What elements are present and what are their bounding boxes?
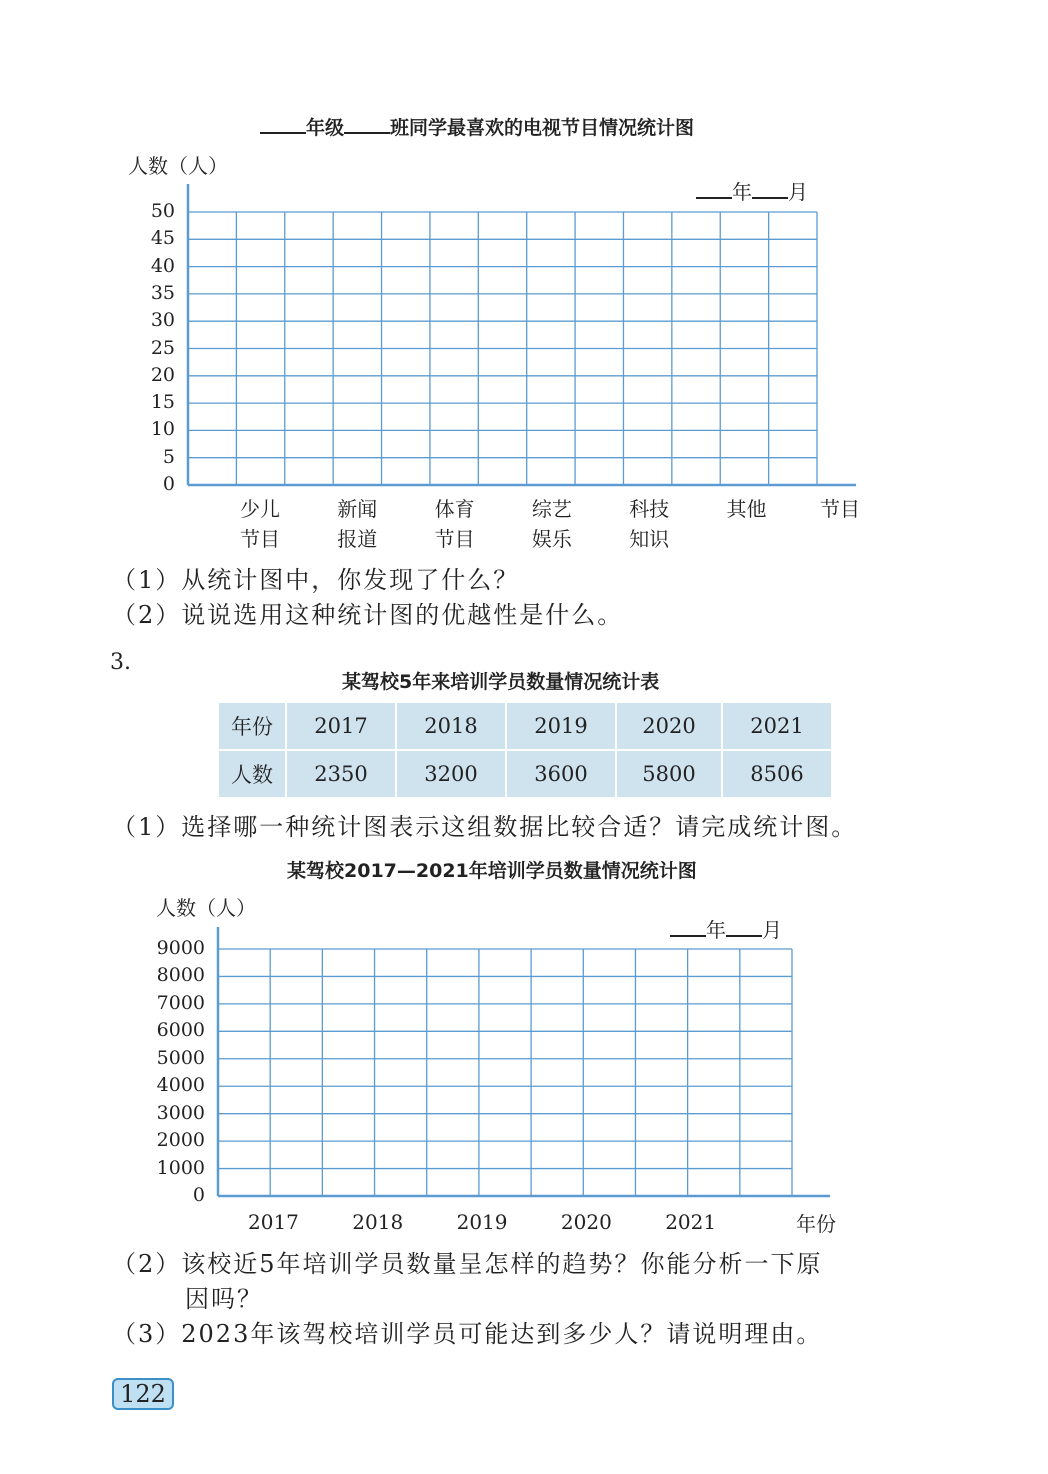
data-table <box>217 701 833 799</box>
y-tick-label: 35 <box>150 281 175 304</box>
table-cell: 2350 <box>286 750 396 798</box>
y-tick-label: 20 <box>150 363 175 386</box>
x-category-label: 综艺 <box>531 497 572 521</box>
chart2-title: 某驾校2017—2021年培训学员数量情况统计图 <box>287 860 697 882</box>
y-tick-label: 3000 <box>156 1101 205 1124</box>
x-category-label: 少儿 <box>240 497 280 521</box>
x-category-label: 报道 <box>337 527 378 551</box>
y-tick-label: 15 <box>150 391 175 414</box>
question-3-1: （1）选择哪一种统计图表示这组数据比较合适？请完成统计图。 <box>112 813 858 841</box>
y-tick-label: 1000 <box>156 1156 205 1179</box>
x-category-label: 体育 <box>434 497 475 521</box>
x-category-label: 科技 <box>629 497 670 521</box>
question-3-number: 3. <box>110 650 131 675</box>
question-2-2: （2）说说选用这种统计图的优越性是什么。 <box>112 601 624 629</box>
x-tick-label: 2019 <box>456 1210 508 1234</box>
x-tick-label: 2018 <box>352 1210 404 1234</box>
chart2-date: 年 月 <box>670 914 782 943</box>
table-cell: 3600 <box>506 750 616 798</box>
y-tick-label: 6000 <box>156 1019 205 1042</box>
table-title: 某驾校5年来培训学员数量情况统计表 <box>342 671 660 693</box>
y-tick-label: 10 <box>150 418 175 441</box>
chart1-date: 年 月 <box>696 176 808 205</box>
y-tick-label: 25 <box>150 336 175 359</box>
table-header-year: 年份 <box>218 702 286 750</box>
table-cell: 2019 <box>506 702 616 750</box>
table-cell: 2021 <box>722 702 832 750</box>
y-tick-label: 4000 <box>156 1074 205 1097</box>
x-tick-label: 2020 <box>560 1210 612 1234</box>
page-number: 122 <box>112 1378 174 1410</box>
y-tick-label: 7000 <box>156 991 205 1014</box>
question-2-1: （1）从统计图中，你发现了什么？ <box>112 566 520 594</box>
table-header-count: 人数 <box>218 750 286 798</box>
y-tick-label: 8000 <box>156 964 205 987</box>
question-3-2-cont: 因吗？ <box>185 1285 263 1313</box>
x-category-label: 节目 <box>434 527 475 551</box>
chart2-ylabel: 人数（人） <box>156 896 256 920</box>
y-tick-label: 30 <box>150 309 175 332</box>
y-tick-label: 50 <box>150 200 175 222</box>
table-row <box>218 750 832 798</box>
table-row <box>218 702 832 750</box>
table-cell: 8506 <box>722 750 832 798</box>
table-cell: 2020 <box>616 702 722 750</box>
x-category-label: 其他 <box>726 497 767 521</box>
table-cell: 5800 <box>616 750 722 798</box>
y-tick-label: 45 <box>150 227 175 250</box>
x-category-label: 娱乐 <box>531 527 572 551</box>
y-tick-label: 5 <box>162 445 175 468</box>
y-tick-label: 0 <box>162 473 175 495</box>
y-tick-label: 40 <box>150 254 175 277</box>
y-tick-label: 5000 <box>156 1046 205 1069</box>
y-tick-label: 9000 <box>156 937 205 959</box>
chart1-xlabel: 节目 <box>820 497 860 521</box>
table-cell: 2017 <box>286 702 396 750</box>
x-category-label: 知识 <box>629 527 670 551</box>
table-cell: 3200 <box>396 750 506 798</box>
x-category-label: 节目 <box>240 527 280 551</box>
x-category-label: 新闻 <box>337 497 378 521</box>
table-cell: 2018 <box>396 702 506 750</box>
question-3-2: （2）该校近5年培训学员数量呈怎样的趋势？你能分析一下原 <box>112 1250 823 1278</box>
chart1-ylabel: 人数（人） <box>128 154 228 178</box>
x-tick-label: 2017 <box>248 1210 299 1234</box>
question-3-3: （3）2023年该驾校培训学员可能达到多少人？请说明理由。 <box>112 1320 823 1348</box>
y-tick-label: 2000 <box>156 1129 205 1152</box>
y-tick-label: 0 <box>192 1184 205 1206</box>
chart2-xlabel: 年份 <box>796 1212 836 1236</box>
chart1-title: 年级 班同学最喜欢的电视节目情况统计图 <box>260 113 694 140</box>
x-tick-label: 2021 <box>665 1210 717 1234</box>
